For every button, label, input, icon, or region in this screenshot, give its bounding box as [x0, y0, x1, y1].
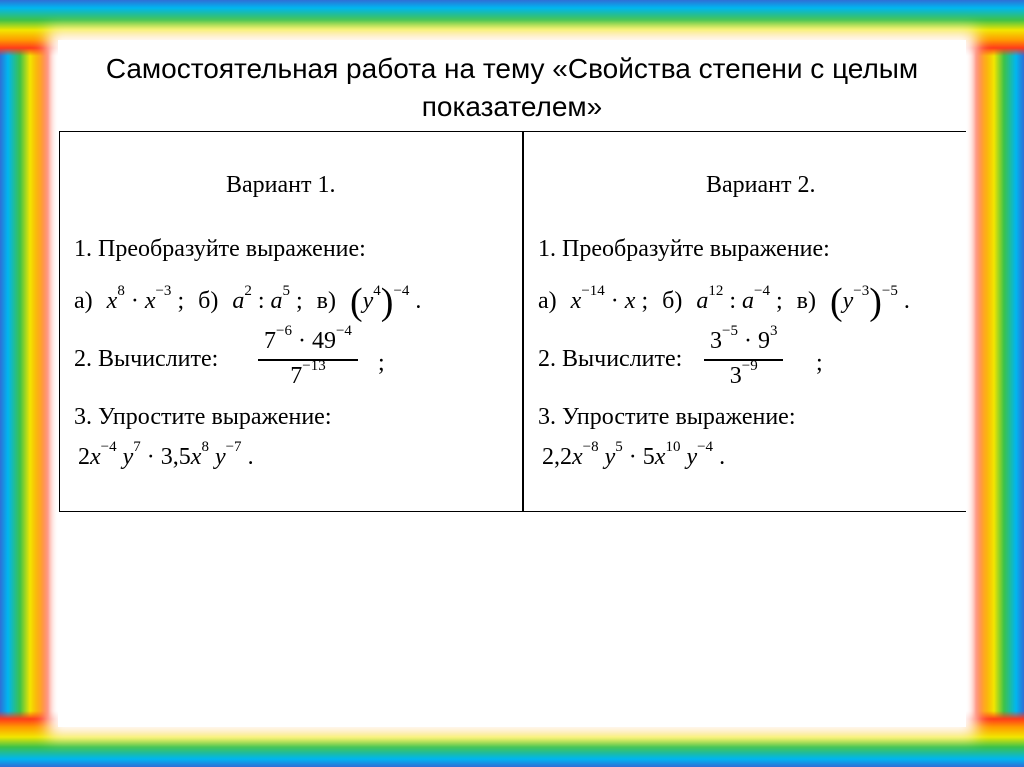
task-2-end: ;: [378, 350, 385, 376]
part-b-expression: $a^{12}$ : $a^{-4}$ ;: [696, 283, 783, 314]
task-3-text: 3. Упростите выражение:: [538, 404, 796, 430]
task-2-end: ;: [816, 350, 823, 376]
part-a-expression: $x^8 \cdot x^{-3}$ ;: [106, 283, 185, 314]
part-b-label: б): [198, 288, 219, 314]
task-1-expressions: [538, 280, 910, 324]
task-1-text: 1. Преобразуйте выражение:: [538, 236, 830, 262]
part-b-expression: $a^2$ : $a^5$ ;: [232, 283, 303, 314]
task-3-expression: $2x^{-4}$ $y^7 \cdot 3,5x^8$ $y^{-7}$ .: [78, 439, 254, 470]
task-1-text: 1. Преобразуйте выражение:: [74, 236, 366, 262]
part-a-expression: $x^{-14} \cdot x$ ;: [570, 283, 649, 314]
part-c-label: в): [316, 288, 336, 314]
variant-2-column: [524, 132, 966, 511]
part-c-label: в): [796, 288, 816, 314]
part-c-expression: $(y^4)^{-4}$ .: [349, 281, 422, 323]
part-a-label: а): [74, 288, 93, 314]
part-a-label: а): [538, 288, 557, 314]
variant-1-column: [60, 132, 522, 511]
task-1-expressions: [74, 280, 421, 324]
task-2-fraction: [258, 323, 358, 390]
variants-table: [59, 131, 966, 512]
fraction-numerator: $7^{-6} \cdot 49^{-4}$: [264, 323, 352, 354]
task-2-fraction: [704, 323, 783, 390]
variant-heading: Вариант 1.: [226, 172, 336, 198]
fraction-denominator: $7^{-13}$: [290, 357, 326, 389]
task-2-text: 2. Вычислите:: [74, 346, 219, 372]
part-c-expression: $(y^{-3})^{-5}$ .: [829, 281, 910, 323]
task-2-text: 2. Вычислите:: [538, 346, 683, 372]
fraction-denominator: $3^{-9}$: [729, 357, 758, 389]
slide-title: Самостоятельная работа на тему «Свойства степени с целым показателем»: [105, 53, 919, 122]
task-3-text: 3. Упростите выражение:: [74, 404, 332, 430]
part-b-label: б): [662, 288, 683, 314]
variant-heading: Вариант 2.: [706, 172, 816, 198]
fraction-numerator: $3^{-5} \cdot 9^3$: [710, 323, 778, 354]
task-3-expression: $2,2x^{-8}$ $y^5 \cdot 5x^{10}$ $y^{-4}$ .: [542, 439, 726, 470]
